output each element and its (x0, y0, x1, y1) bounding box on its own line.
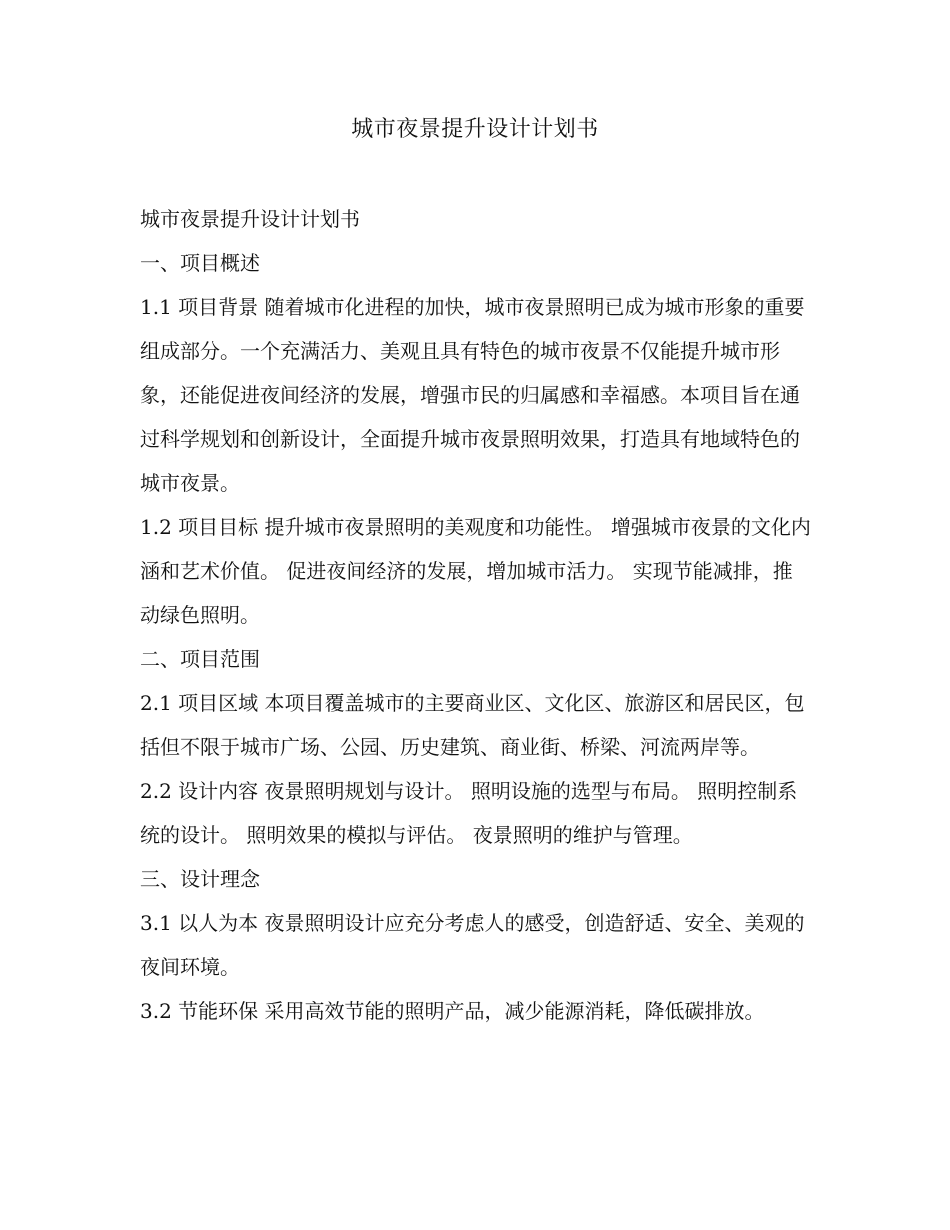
document-body (140, 197, 812, 1033)
section-heading-overview: 一、项目概述 (140, 251, 260, 275)
paragraph-background: 1.1 项目背景 随着城市化进程的加快，城市夜景照明已成为城市形象的重要组成部分。一个充满活力、美观且具有特色的城市夜景不仅能提升城市形象，还能促进夜间经济的发展，增强市民的归属感和幸福感。本项目旨在通过科学规划和创新设计，全面提升城市夜景照明效果，打造具有地域特色的城市夜景。 (140, 295, 805, 495)
document-title: 城市夜景提升设计计划书 (351, 117, 599, 142)
section-heading-concept: 三、设计理念 (140, 867, 260, 891)
paragraph-design-content: 2.2 设计内容 夜景照明规划与设计。 照明设施的选型与布局。 照明控制系统的设计。 照明效果的模拟与评估。 夜景照明的维护与管理。 (140, 779, 798, 847)
section-heading-scope: 二、项目范围 (140, 647, 260, 671)
paragraph-area: 2.1 项目区域 本项目覆盖城市的主要商业区、文化区、旅游区和居民区，包括但不限于城市广场、公园、历史建筑、商业街、桥梁、河流两岸等。 (140, 691, 805, 759)
document-subtitle: 城市夜景提升设计计划书 (140, 207, 360, 231)
paragraph-energy-saving: 3.2 节能环保 采用高效节能的照明产品，减少能源消耗，降低碳排放。 (140, 999, 765, 1023)
paragraph-goals: 1.2 项目目标 提升城市夜景照明的美观度和功能性。 增强城市夜景的文化内涵和艺术价值。 促进夜间经济的发展，增加城市活力。 实现节能减排，推动绿色照明。 (140, 515, 811, 627)
paragraph-human-centered: 3.1 以人为本 夜景照明设计应充分考虑人的感受，创造舒适、安全、美观的夜间环境。 (140, 911, 805, 979)
